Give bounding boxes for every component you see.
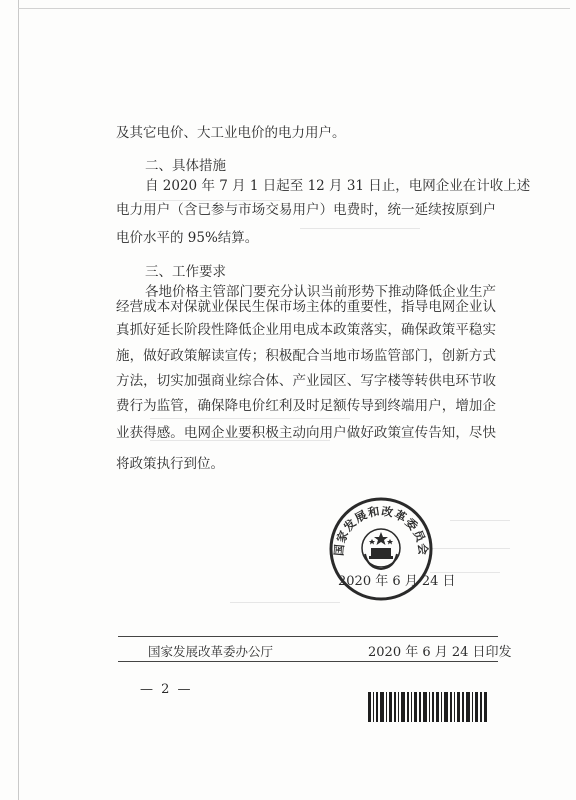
body-line: 业获得感。电网企业要积极主动向用户做好政策宣传告知，尽快 <box>116 425 496 441</box>
barcode-icon <box>368 690 488 724</box>
body-line: 自 2020 年 7 月 1 日起至 12 月 31 日止，电网企业在计收上述 <box>145 178 531 194</box>
body-line: 电价水平的 95%结算。 <box>116 230 259 246</box>
signature-date: 2020 年 6 月 24 日 <box>338 574 456 589</box>
show-through-line <box>300 228 420 229</box>
scan-border-left <box>18 0 19 800</box>
body-line: 各地价格主管部门要充分认识当前形势下推动降低企业生产 <box>145 284 496 300</box>
section-heading: 二、具体措施 <box>145 158 226 174</box>
page-number: — 2 — <box>140 682 193 697</box>
body-line: 费行为监管，确保降电价红利及时足额传导到终端用户，增加企 <box>116 398 496 414</box>
footer-rule-bottom <box>118 661 498 662</box>
seal-text: 国家发展和改革委员会 <box>331 503 431 557</box>
body-line: 施，做好政策解读宣传；积极配合当地市场监管部门，创新方式 <box>116 348 496 364</box>
footer-rule-top <box>118 636 498 637</box>
show-through-line <box>430 548 510 549</box>
body-line: 真抓好延长阶段性降低企业用电成本政策落实，确保政策平稳实 <box>116 322 496 338</box>
issuer-name: 国家发展改革委办公厅 <box>148 644 274 659</box>
show-through-line <box>150 418 350 419</box>
print-date: 2020 年 6 月 24 日印发 <box>368 645 512 660</box>
show-through-line <box>230 602 340 603</box>
body-line: 及其它电价、大工业电价的电力用户。 <box>116 125 346 141</box>
body-line: 将政策执行到位。 <box>116 456 224 472</box>
show-through-line <box>450 520 510 521</box>
scan-border-top <box>18 8 570 9</box>
body-line: 经营成本对保就业保民生保市场主体的重要性，指导电网企业认 <box>116 299 496 315</box>
show-through-line <box>140 200 280 201</box>
national-emblem-icon <box>362 529 400 569</box>
body-line: 方法，切实加强商业综合体、产业园区、写字楼等转供电环节收 <box>116 373 496 389</box>
show-through-line <box>430 572 500 573</box>
body-line: 电力用户（含已参与市场交易用户）电费时，统一延续按原到户 <box>116 202 496 218</box>
section-heading: 三、工作要求 <box>145 264 226 280</box>
